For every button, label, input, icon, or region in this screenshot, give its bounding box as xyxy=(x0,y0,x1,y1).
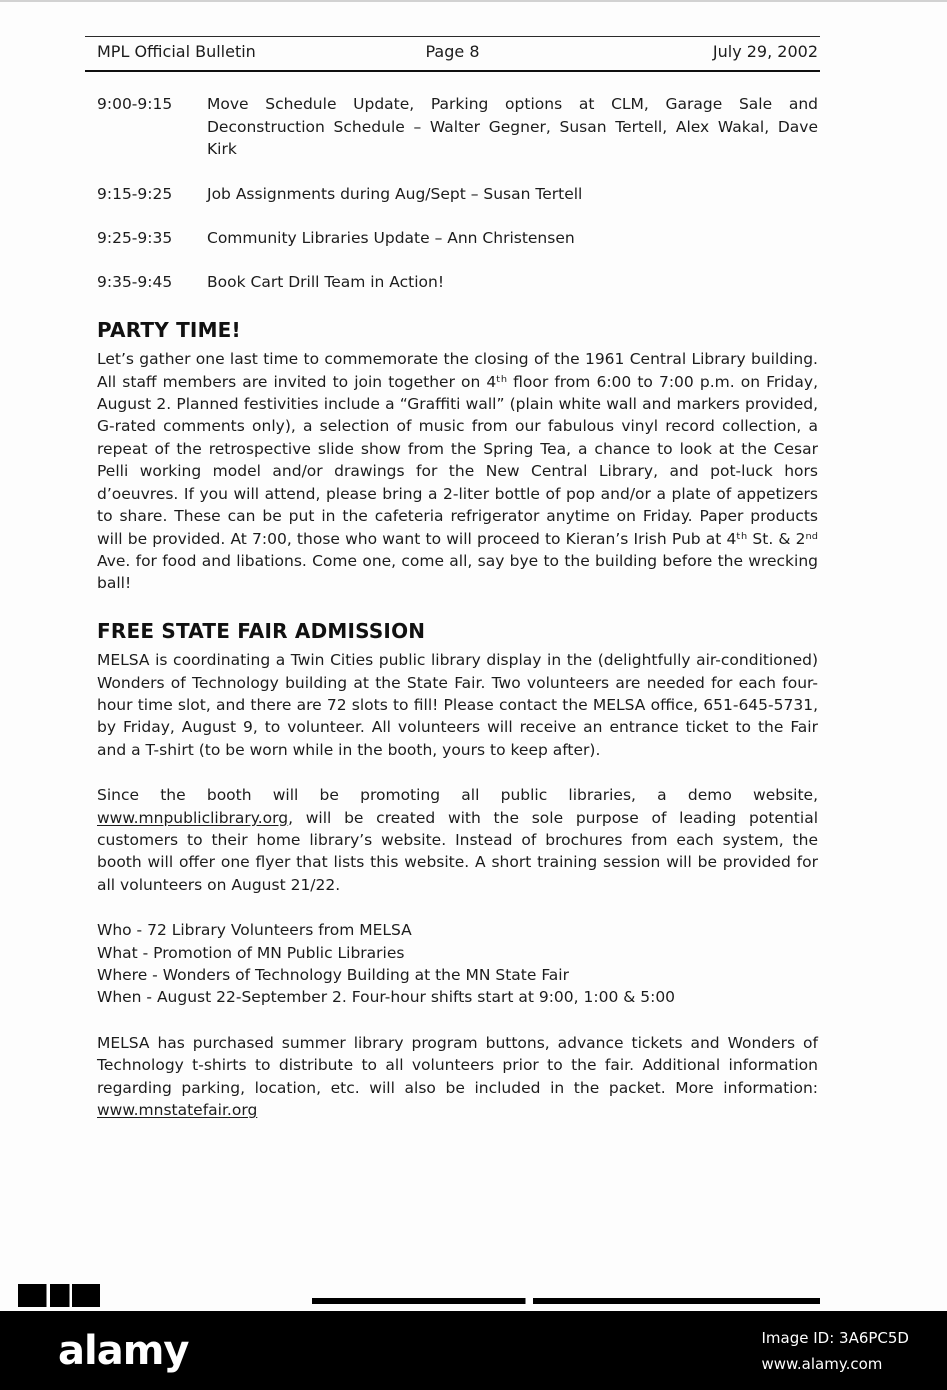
bulletin-title: MPL Official Bulletin xyxy=(97,42,256,61)
watermark-meta xyxy=(761,1325,909,1377)
bulletin-content xyxy=(97,36,818,1144)
detail-who: Who - 72 Library Volunteers from MELSA xyxy=(97,921,412,940)
party-time-body: Let’s gather one last time to commemorate the closing of the 1961 Central Library building. All staff members are invited to join together on 4ᵗʰ floor from 6:00 to 7:00 p.m. on Friday, August 2. Planned festivities include a “Graffiti wall” (plain white wall and markers provided, G-rated comments only), a selection of music from our fabulous vinyl record collection, a repeat of the retrospective slide show from the Spring Tea, a chance to look at the Cesar Pelli working model and/or drawings for the New Central Library, and pot-luck hors d’oeuvres. If you will attend, please bring a 2-liter bottle of pop and/or a plate of appetizers to share. These can be put in the cafeteria refrigerator anytime on Friday. Paper products will be provided. At 7:00, those who want to will proceed to Kieran’s Irish Pub at 4ᵗʰ St. & 2ⁿᵈ Ave. for food and libations. Come one, come all, say bye to the building before the wrecking ball! xyxy=(97,350,818,593)
detail-what: What - Promotion of MN Public Libraries xyxy=(97,943,405,962)
schedule-row xyxy=(97,271,818,293)
page-number: Page 8 xyxy=(425,42,480,61)
mnpubliclibrary-link: www.mnpubliclibrary.org xyxy=(97,808,289,827)
image-id: Image ID: 3A6PC5D xyxy=(761,1328,909,1347)
alamy-logo: alamy xyxy=(58,1327,189,1374)
state-fair-para3 xyxy=(97,1032,818,1122)
agenda-schedule xyxy=(97,93,818,293)
watermark-bar xyxy=(0,1311,947,1390)
scan-artifact-block xyxy=(18,1284,100,1307)
alamy-url: www.alamy.com xyxy=(761,1354,883,1373)
para2-text: Since the booth will be promoting all public libraries, a demo website, xyxy=(97,786,818,805)
state-fair-para2 xyxy=(97,784,818,896)
mnstatefair-link: www.mnstatefair.org xyxy=(97,1101,258,1120)
schedule-time: 9:25-9:35 xyxy=(97,229,173,248)
para3-text: MELSA has purchased summer library program buttons, advance tickets and Wonders of Technology t-shirts to distribute to all volunteers prior to the fair. Additional information regarding parking, location, etc. will also be included in the packet. More information: xyxy=(97,1033,818,1097)
schedule-time: 9:35-9:45 xyxy=(97,273,173,292)
event-details-list xyxy=(97,919,818,1009)
schedule-description: Move Schedule Update, Parking options at CLM, Garage Sale and Deconstruction Schedule – Walter Gegner, Susan Tertell, Alex Wakal, Dave Kirk xyxy=(207,95,818,159)
schedule-row xyxy=(97,93,818,160)
bulletin-date: July 29, 2002 xyxy=(712,42,818,61)
schedule-description: Job Assignments during Aug/Sept – Susan Tertell xyxy=(207,184,583,203)
para2-text-cont: , will be created with the sole purpose of leading potential customers to their home library’s website. Instead of brochures from each system, the booth will offer one flyer that lists this website. A short training session will be provided for all volunteers on August 21/22. xyxy=(97,808,818,894)
schedule-time: 9:15-9:25 xyxy=(97,184,173,203)
schedule-description: Book Cart Drill Team in Action! xyxy=(207,273,445,292)
state-fair-para1: MELSA is coordinating a Twin Cities public library display in the (delightfully air-conditioned) Wonders of Technology building at the State Fair. Two volunteers are needed for each four-hour time slot, and there are 72 slots to fill! Please contact the MELSA office, 651-645-5731, by Friday, August 9, to volunteer. All volunteers will receive an entrance ticket to the Fair and a T-shirt (to be worn while in the booth, yours to keep after). xyxy=(97,651,818,759)
detail-when: When - August 22-September 2. Four-hour shifts start at 9:00, 1:00 & 5:00 xyxy=(97,988,676,1007)
schedule-time: 9:00-9:15 xyxy=(97,95,173,114)
detail-where: Where - Wonders of Technology Building at the MN State Fair xyxy=(97,966,569,984)
scan-artifact-line xyxy=(312,1298,820,1304)
schedule-description: Community Libraries Update – Ann Christensen xyxy=(207,229,575,248)
state-fair-heading: FREE STATE FAIR ADMISSION xyxy=(97,618,426,643)
schedule-row xyxy=(97,183,818,205)
bulletin-header xyxy=(85,36,820,72)
schedule-row xyxy=(97,227,818,249)
party-time-heading: PARTY TIME! xyxy=(97,317,241,342)
scan-top-edge xyxy=(0,0,947,2)
